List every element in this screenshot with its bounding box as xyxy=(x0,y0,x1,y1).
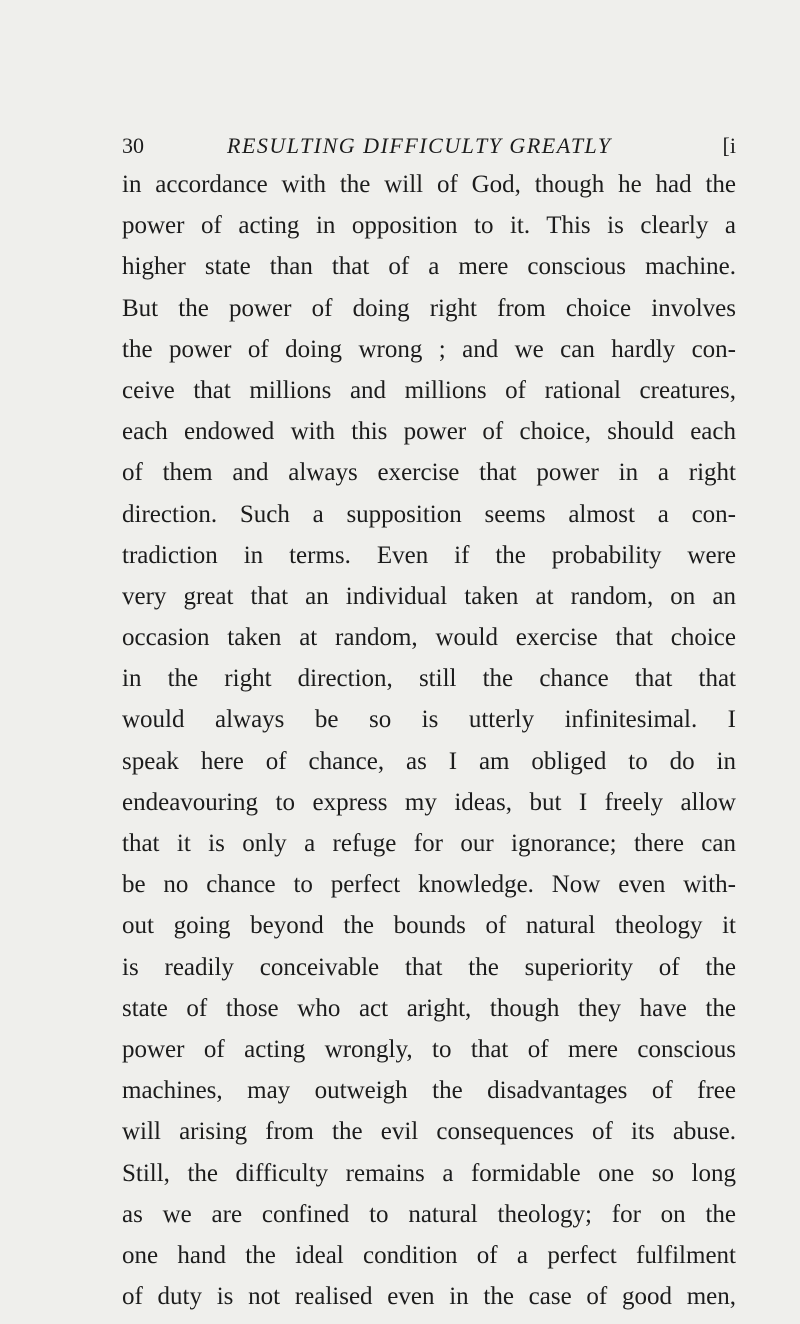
running-title: RESULTING DIFFICULTY GREATLY xyxy=(227,133,612,158)
running-head xyxy=(122,128,736,164)
text-line: power of acting wrongly, to that of mere conscious xyxy=(122,1035,736,1063)
text-line: direction. Such a supposition seems almost a con- xyxy=(122,500,736,528)
text-line: speak here of chance, as I am obliged to do in xyxy=(122,747,736,775)
text-line: as we are confined to natural theology; for on the xyxy=(122,1200,736,1228)
text-line: would always be so is utterly infinitesimal. I xyxy=(122,706,736,734)
text-line: of them and always exercise that power in a right xyxy=(122,459,736,487)
text-line: will arising from the evil consequences of its abuse. xyxy=(122,1118,736,1146)
text-line: one hand the ideal condition of a perfect fulfilment xyxy=(122,1241,736,1269)
text-line: tradiction in terms. Even if the probability were xyxy=(122,541,736,569)
text-line: very great that an individual taken at random, on an xyxy=(122,582,736,610)
text-line: of duty is not realised even in the case of good men, xyxy=(122,1283,736,1311)
text-line: occasion taken at random, would exercise that choice xyxy=(122,624,736,652)
text-line: higher state than that of a mere conscious machine. xyxy=(122,253,736,281)
text-line: Still, the difficulty remains a formidable one so long xyxy=(122,1159,736,1187)
text-line: out going beyond the bounds of natural theology it xyxy=(122,912,736,940)
text-line: endeavouring to express my ideas, but I freely allow xyxy=(122,788,736,816)
text-line: machines, may outweigh the disadvantages of free xyxy=(122,1077,736,1105)
text-line: state of those who act aright, though they have the xyxy=(122,994,736,1022)
text-line: that it is only a refuge for our ignorance; there can xyxy=(122,830,736,857)
text-line: But the power of doing right from choice involves xyxy=(122,294,736,322)
text-line: in the right direction, still the chance that that xyxy=(122,665,736,693)
text-line: the power of doing wrong ; and we can hardly con- xyxy=(122,335,736,363)
text-line: ceive that millions and millions of rational creatures, xyxy=(122,376,736,404)
body-text xyxy=(122,164,736,1317)
text-line: in accordance with the will of God, though he had the xyxy=(122,171,736,198)
text-line: be no chance to perfect knowledge. Now even with- xyxy=(122,871,736,899)
text-line: power of acting in opposition to it. This is clearly a xyxy=(122,212,736,240)
section-mark: [i xyxy=(722,133,736,158)
text-line: each endowed with this power of choice, should each xyxy=(122,418,736,446)
page-number: 30 xyxy=(122,133,144,158)
text-line: is readily conceivable that the superiority of the xyxy=(122,953,736,981)
